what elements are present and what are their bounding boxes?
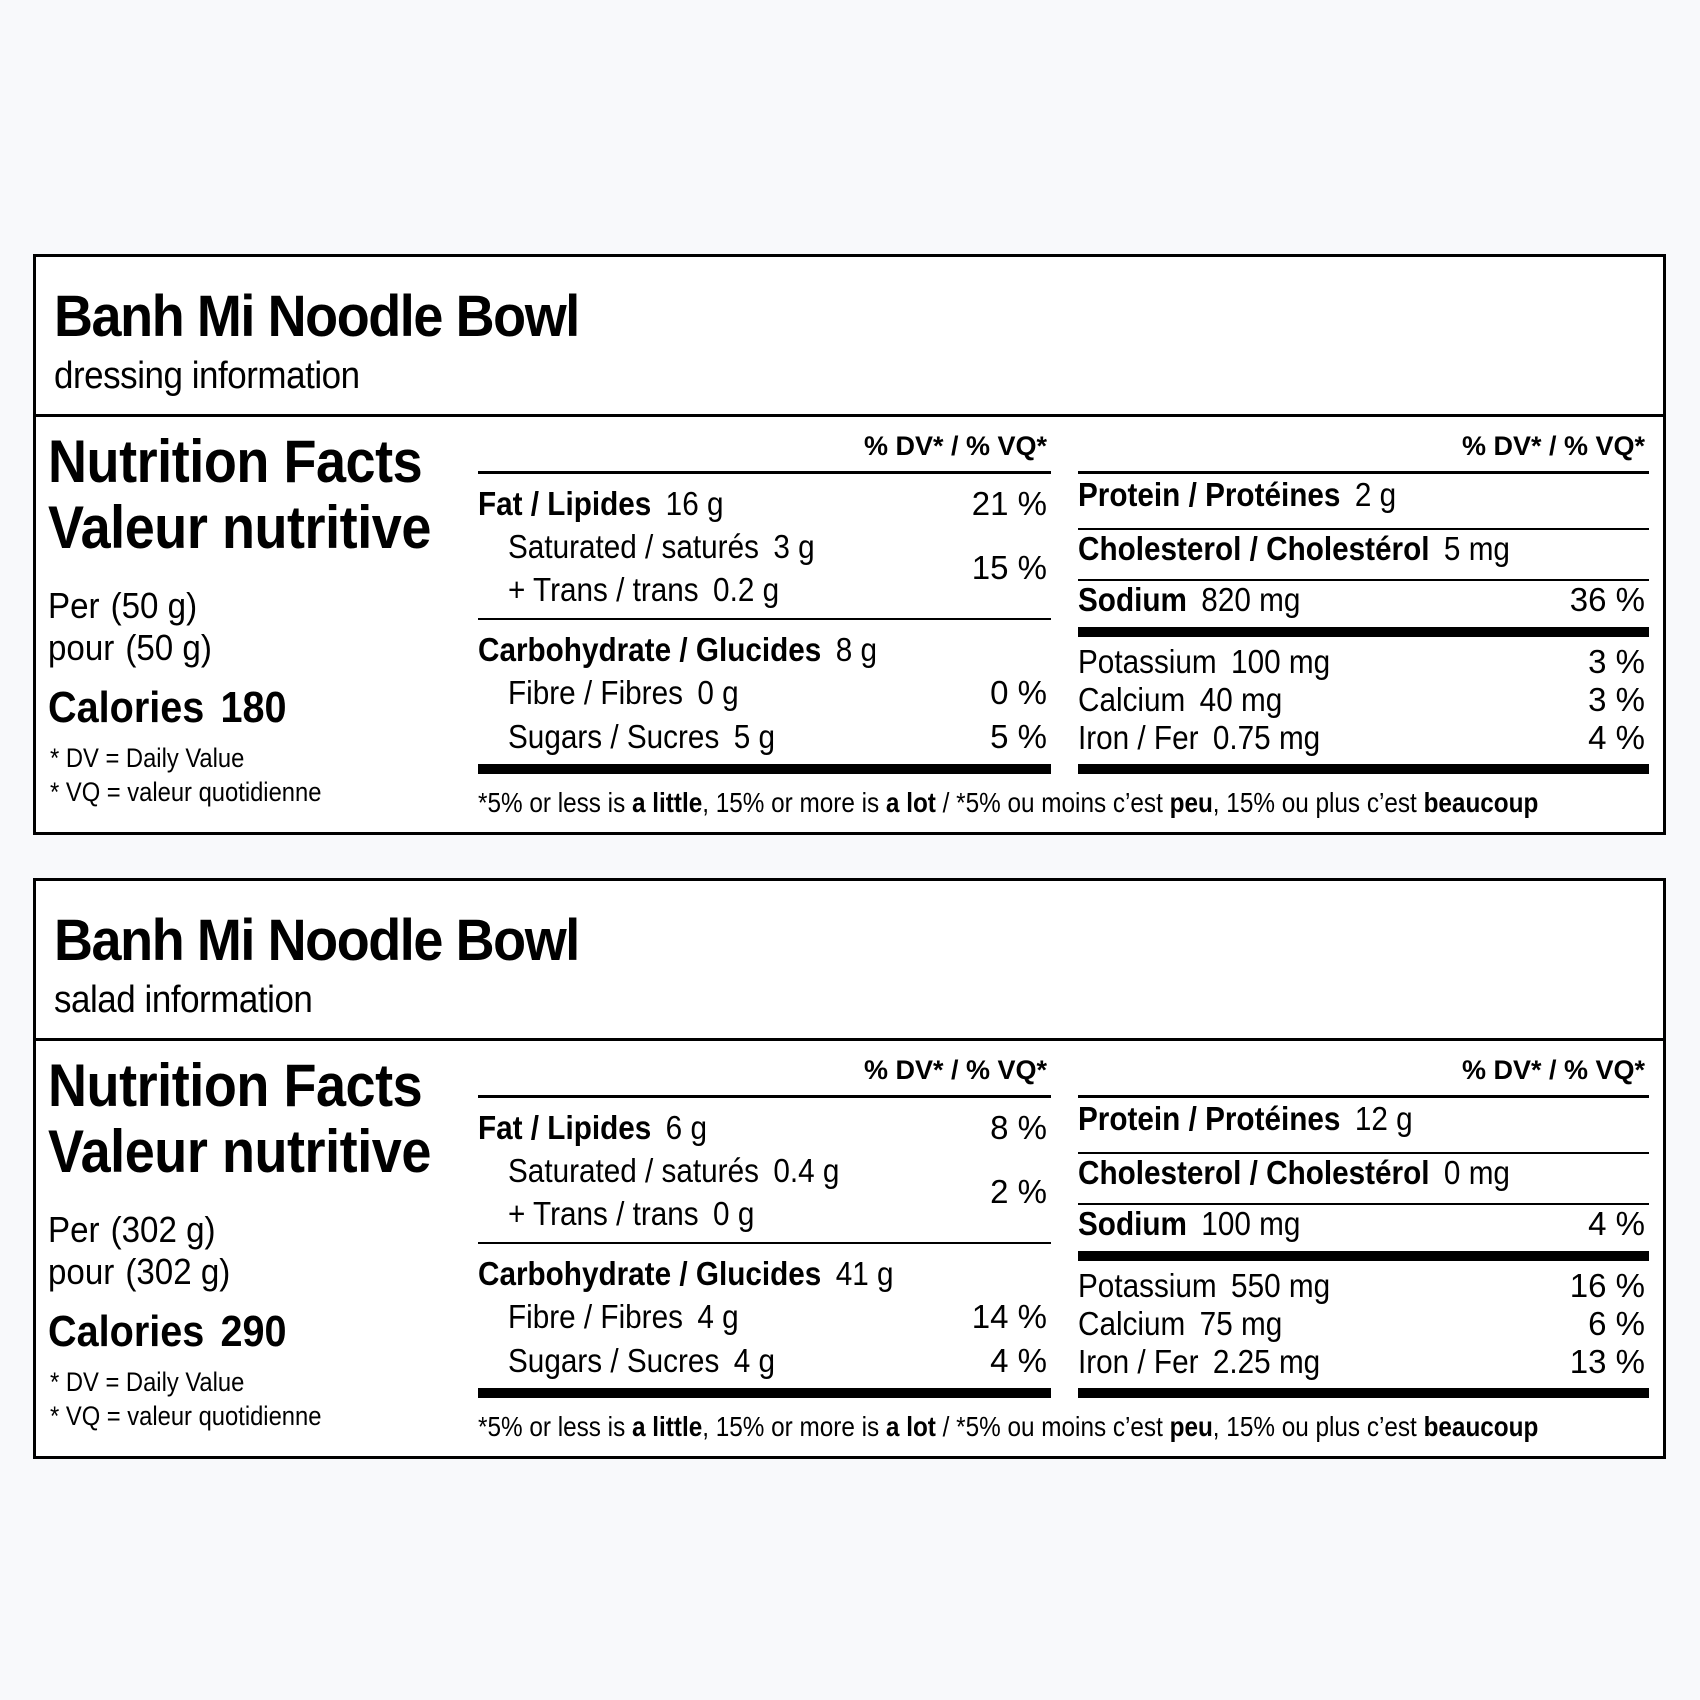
sodium-pct: 4 % <box>1588 1205 1645 1242</box>
divider <box>478 471 1051 474</box>
thick-divider <box>1078 1251 1649 1261</box>
fat-label: Fat / Lipides <box>478 485 652 522</box>
thick-divider <box>478 764 1051 774</box>
nutrition-facts-title <box>48 429 431 561</box>
cholesterol-label: Cholesterol / Cholestérol <box>1078 1154 1430 1191</box>
saturated-label: Saturated / saturés <box>508 528 759 565</box>
nutrient-column-right <box>1078 1041 1649 1401</box>
calcium-row <box>1078 1304 1645 1344</box>
carb-row <box>478 1254 1047 1294</box>
thick-divider <box>1078 764 1649 774</box>
fibre-row <box>508 673 1047 713</box>
cholesterol-amount: 5 mg <box>1443 530 1510 567</box>
sodium-amount: 100 mg <box>1201 1205 1301 1242</box>
sugars-label: Sugars / Sucres <box>508 718 720 755</box>
carb-label: Carbohydrate / Glucides <box>478 1255 822 1292</box>
note-bold: a little <box>631 1411 703 1442</box>
saturated-label: Saturated / saturés <box>508 1152 759 1189</box>
per-label: Per <box>48 585 100 626</box>
sugars-amount: 4 g <box>733 1342 775 1379</box>
saturated-amount: 3 g <box>773 528 815 565</box>
potassium-pct: 3 % <box>1588 643 1645 680</box>
nutrition-table <box>36 1041 1663 1456</box>
fat-row <box>478 1108 1047 1148</box>
sodium-label: Sodium <box>1078 1205 1187 1242</box>
fibre-pct: 14 % <box>971 1298 1047 1335</box>
pour-value: (50 g) <box>125 627 212 668</box>
fibre-row <box>508 1297 1047 1337</box>
saturated-row <box>508 1151 1047 1191</box>
potassium-row <box>1078 1266 1645 1306</box>
cholesterol-label: Cholesterol / Cholestérol <box>1078 530 1430 567</box>
fibre-label: Fibre / Fibres <box>508 1298 683 1335</box>
pour-value: (302 g) <box>125 1251 231 1292</box>
potassium-label: Potassium <box>1078 1267 1217 1304</box>
note-bold: a lot <box>885 787 936 818</box>
nutrition-facts-title <box>48 1053 431 1185</box>
dv-header: % DV* / % VQ* <box>863 431 1047 461</box>
footnote-vq: * VQ = valeur quotidienne <box>50 1401 322 1431</box>
divider <box>1078 1095 1649 1098</box>
note-text: , 15% or more is <box>702 1411 886 1442</box>
trans-row <box>508 1194 1047 1234</box>
iron-label: Iron / Fer <box>1078 719 1199 756</box>
iron-label: Iron / Fer <box>1078 1343 1199 1380</box>
sugars-pct: 4 % <box>990 1342 1047 1379</box>
title-fr: Valeur nutritive <box>48 494 431 561</box>
note-text: *5% or less is <box>478 1411 632 1442</box>
saturated-row <box>508 527 1047 567</box>
nutrient-column-left <box>478 417 1051 777</box>
cholesterol-row <box>1078 529 1645 569</box>
saturated-amount: 0.4 g <box>773 1152 840 1189</box>
divider <box>478 618 1051 620</box>
dv-header: % DV* / % VQ* <box>1461 1055 1645 1085</box>
calcium-amount: 40 mg <box>1199 681 1283 718</box>
calcium-label: Calcium <box>1078 1305 1186 1342</box>
cholesterol-amount: 0 mg <box>1443 1154 1510 1191</box>
potassium-amount: 100 mg <box>1231 643 1331 680</box>
sugars-row <box>508 1341 1047 1381</box>
sugars-row <box>508 717 1047 757</box>
panel-header <box>36 257 1663 417</box>
fat-amount: 16 g <box>665 485 724 522</box>
sugars-label: Sugars / Sucres <box>508 1342 720 1379</box>
calories-label: Calories <box>48 1307 205 1356</box>
note-text: , 15% or more is <box>702 787 886 818</box>
nutrient-column-right <box>1078 417 1649 777</box>
calories-label: Calories <box>48 683 205 732</box>
title-en: Nutrition Facts <box>48 1052 423 1119</box>
sat-trans-pct: 15 % <box>971 549 1047 586</box>
footnote-dv: * DV = Daily Value <box>50 1367 245 1397</box>
divider <box>1078 471 1649 474</box>
trans-amount: 0.2 g <box>713 571 780 608</box>
per-value: (50 g) <box>110 585 198 626</box>
note-text: *5% or less is <box>478 787 632 818</box>
carb-label: Carbohydrate / Glucides <box>478 631 822 668</box>
sugars-pct: 5 % <box>990 718 1047 755</box>
trans-label: + Trans / trans <box>508 571 699 608</box>
panel-header <box>36 881 1663 1041</box>
sugars-amount: 5 g <box>733 718 775 755</box>
protein-amount: 12 g <box>1354 1100 1413 1137</box>
dv-header: % DV* / % VQ* <box>1461 431 1645 461</box>
calcium-amount: 75 mg <box>1199 1305 1283 1342</box>
protein-row <box>1078 1099 1645 1139</box>
iron-amount: 0.75 mg <box>1212 719 1321 756</box>
calories <box>48 683 287 733</box>
serving-size-fr <box>48 1251 230 1293</box>
summary-column <box>36 1041 476 1456</box>
carb-row <box>478 630 1047 670</box>
pour-label: pour <box>48 1251 115 1292</box>
nutrition-panel-salad <box>33 878 1666 1459</box>
protein-row <box>1078 475 1645 515</box>
per-label: Per <box>48 1209 100 1250</box>
nutrition-panel-dressing <box>33 254 1666 835</box>
note-bold: beaucoup <box>1423 787 1539 818</box>
potassium-row <box>1078 642 1645 682</box>
sodium-pct: 36 % <box>1569 581 1645 618</box>
cholesterol-row <box>1078 1153 1645 1193</box>
note-text: , 15% ou plus c’est <box>1212 1411 1424 1442</box>
serving-size-fr <box>48 627 212 669</box>
trans-amount: 0 g <box>713 1195 755 1232</box>
pour-label: pour <box>48 627 115 668</box>
fat-pct: 8 % <box>990 1109 1047 1146</box>
trans-row <box>508 570 1047 610</box>
iron-pct: 13 % <box>1569 1343 1645 1380</box>
fat-pct: 21 % <box>971 485 1047 522</box>
iron-amount: 2.25 mg <box>1212 1343 1321 1380</box>
carb-amount: 41 g <box>835 1255 894 1292</box>
iron-row <box>1078 1342 1645 1382</box>
sodium-amount: 820 mg <box>1201 581 1301 618</box>
note-bold: a little <box>631 787 703 818</box>
calcium-label: Calcium <box>1078 681 1186 718</box>
fat-row <box>478 484 1047 524</box>
fibre-label: Fibre / Fibres <box>508 674 683 711</box>
divider <box>478 1095 1051 1098</box>
note-bold: a lot <box>885 1411 936 1442</box>
thick-divider <box>478 1388 1051 1398</box>
protein-label: Protein / Protéines <box>1078 1100 1341 1137</box>
nutrition-table <box>36 417 1663 832</box>
dv-header: % DV* / % VQ* <box>863 1055 1047 1085</box>
serving-size-en <box>48 585 197 627</box>
summary-column <box>36 417 476 832</box>
note-text: / *5% ou moins c’est <box>935 1411 1170 1442</box>
calories-value: 290 <box>220 1307 287 1356</box>
carb-amount: 8 g <box>835 631 877 668</box>
thick-divider <box>1078 627 1649 637</box>
iron-pct: 4 % <box>1588 719 1645 756</box>
title-fr: Valeur nutritive <box>48 1118 431 1185</box>
sodium-row <box>1078 1204 1645 1244</box>
protein-label: Protein / Protéines <box>1078 476 1341 513</box>
footnote-vq: * VQ = valeur quotidienne <box>50 777 322 807</box>
sodium-row <box>1078 580 1645 620</box>
potassium-amount: 550 mg <box>1231 1267 1331 1304</box>
product-subtitle: salad information <box>54 979 313 1021</box>
note-bold: peu <box>1169 787 1213 818</box>
thick-divider <box>1078 1388 1649 1398</box>
note-bold: beaucoup <box>1423 1411 1539 1442</box>
product-subtitle: dressing information <box>54 355 360 397</box>
footnote-dv: * DV = Daily Value <box>50 743 245 773</box>
dv-guidance-note <box>478 1411 1539 1443</box>
fat-amount: 6 g <box>665 1109 707 1146</box>
potassium-pct: 16 % <box>1569 1267 1645 1304</box>
sodium-label: Sodium <box>1078 581 1187 618</box>
divider <box>478 1242 1051 1244</box>
protein-amount: 2 g <box>1354 476 1397 513</box>
note-text: / *5% ou moins c’est <box>935 787 1170 818</box>
fibre-amount: 4 g <box>697 1298 739 1335</box>
nutrient-column-left <box>478 1041 1051 1401</box>
fibre-amount: 0 g <box>697 674 739 711</box>
serving-size-en <box>48 1209 216 1251</box>
calcium-pct: 6 % <box>1588 1305 1645 1342</box>
fibre-pct: 0 % <box>990 674 1047 711</box>
fat-label: Fat / Lipides <box>478 1109 652 1146</box>
title-en: Nutrition Facts <box>48 428 423 495</box>
dv-guidance-note <box>478 787 1539 819</box>
iron-row <box>1078 718 1645 758</box>
per-value: (302 g) <box>110 1209 216 1250</box>
calories-value: 180 <box>220 683 287 732</box>
note-bold: peu <box>1169 1411 1213 1442</box>
calcium-row <box>1078 680 1645 720</box>
calories <box>48 1307 287 1357</box>
potassium-label: Potassium <box>1078 643 1217 680</box>
trans-label: + Trans / trans <box>508 1195 699 1232</box>
product-title: Banh Mi Noodle Bowl <box>54 284 579 349</box>
product-title: Banh Mi Noodle Bowl <box>54 908 579 973</box>
calcium-pct: 3 % <box>1588 681 1645 718</box>
note-text: , 15% ou plus c’est <box>1212 787 1424 818</box>
sat-trans-pct: 2 % <box>990 1173 1047 1210</box>
